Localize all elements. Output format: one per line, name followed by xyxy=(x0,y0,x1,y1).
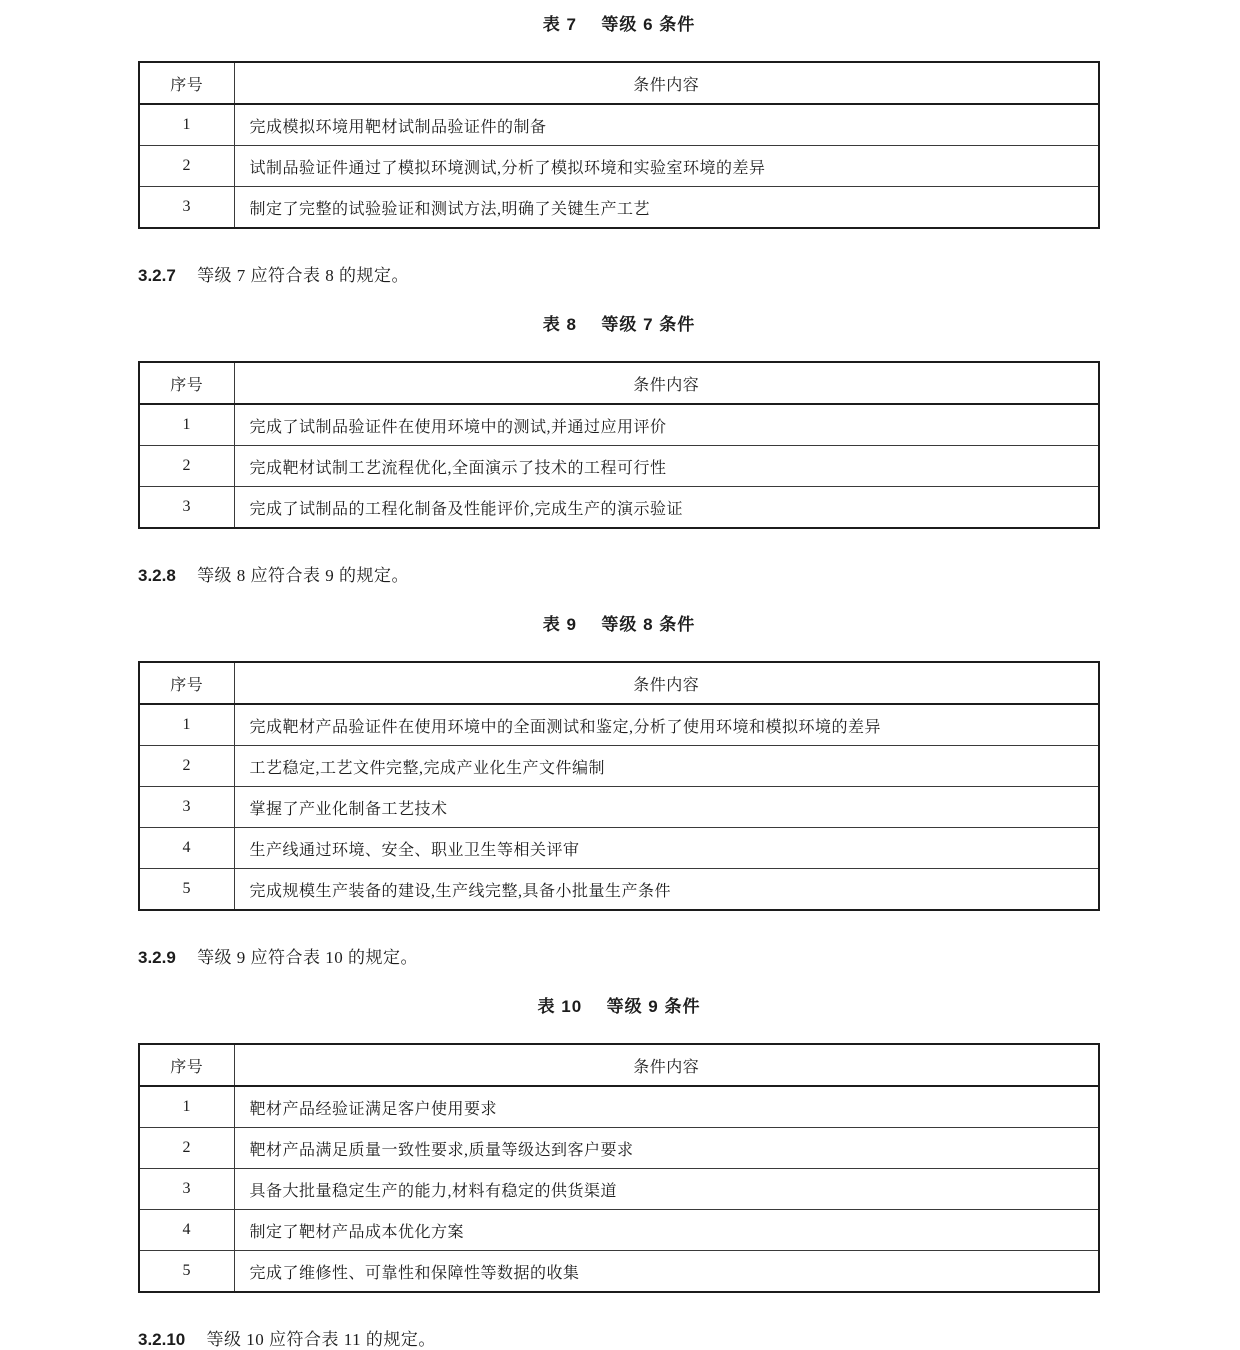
table-row xyxy=(139,704,1099,746)
table-7-header-no: 序号 xyxy=(139,62,234,104)
row-content-cell: 工艺稳定,工艺文件完整,完成产业化生产文件编制 xyxy=(234,746,1099,787)
row-number-cell: 2 xyxy=(139,446,234,487)
table-row xyxy=(139,828,1099,869)
clause-number: 3.2.8 xyxy=(138,566,176,585)
table-10-caption-label: 表 10 xyxy=(537,997,583,1016)
table-8-header-no: 序号 xyxy=(139,362,234,404)
row-number-cell: 3 xyxy=(139,787,234,828)
clause-text: 等级 10 应符合表 11 的规定。 xyxy=(206,1330,436,1349)
row-number-cell: 1 xyxy=(139,1086,234,1128)
table-10-header-content: 条件内容 xyxy=(234,1044,1099,1086)
row-number-cell: 1 xyxy=(139,404,234,446)
table-row xyxy=(139,787,1099,828)
table-row xyxy=(139,1086,1099,1128)
row-content-cell: 试制品验证件通过了模拟环境测试,分析了模拟环境和实验室环境的差异 xyxy=(234,146,1099,187)
document-page xyxy=(138,0,1100,1350)
table-9-caption xyxy=(138,610,1100,635)
row-content-cell: 完成了试制品验证件在使用环境中的测试,并通过应用评价 xyxy=(234,404,1099,446)
row-number-cell: 3 xyxy=(139,487,234,529)
table-row xyxy=(139,404,1099,446)
clause-3-2-10 xyxy=(138,1325,1100,1350)
table-9-header-no: 序号 xyxy=(139,662,234,704)
table-row xyxy=(139,1251,1099,1293)
row-content-cell: 完成规模生产装备的建设,生产线完整,具备小批量生产条件 xyxy=(234,869,1099,911)
row-number-cell: 2 xyxy=(139,146,234,187)
row-content-cell: 完成了试制品的工程化制备及性能评价,完成生产的演示验证 xyxy=(234,487,1099,529)
table-10 xyxy=(138,1043,1100,1293)
table-7-section xyxy=(138,10,1100,229)
table-8-header-content: 条件内容 xyxy=(234,362,1099,404)
table-8-section xyxy=(138,310,1100,529)
row-content-cell: 靶材产品满足质量一致性要求,质量等级达到客户要求 xyxy=(234,1128,1099,1169)
table-7-header-row xyxy=(139,62,1099,104)
row-number-cell: 2 xyxy=(139,746,234,787)
row-content-cell: 完成模拟环境用靶材试制品验证件的制备 xyxy=(234,104,1099,146)
table-9 xyxy=(138,661,1100,911)
table-row xyxy=(139,104,1099,146)
table-9-header-content: 条件内容 xyxy=(234,662,1099,704)
clause-3-2-8 xyxy=(138,561,1100,586)
row-content-cell: 靶材产品经验证满足客户使用要求 xyxy=(234,1086,1099,1128)
table-7 xyxy=(138,61,1100,229)
row-number-cell: 5 xyxy=(139,1251,234,1293)
clause-text: 等级 7 应符合表 8 的规定。 xyxy=(197,266,410,285)
table-9-section xyxy=(138,610,1100,911)
table-8-caption-label: 表 8 xyxy=(542,315,577,334)
table-row xyxy=(139,869,1099,911)
table-9-header-row xyxy=(139,662,1099,704)
row-number-cell: 5 xyxy=(139,869,234,911)
table-row xyxy=(139,746,1099,787)
table-10-section xyxy=(138,992,1100,1293)
row-content-cell: 完成靶材产品验证件在使用环境中的全面测试和鉴定,分析了使用环境和模拟环境的差异 xyxy=(234,704,1099,746)
row-number-cell: 1 xyxy=(139,704,234,746)
row-content-cell: 掌握了产业化制备工艺技术 xyxy=(234,787,1099,828)
clause-number: 3.2.10 xyxy=(138,1330,186,1349)
table-9-caption-title: 等级 8 条件 xyxy=(601,615,696,634)
table-10-caption xyxy=(138,992,1100,1017)
table-row xyxy=(139,446,1099,487)
row-number-cell: 2 xyxy=(139,1128,234,1169)
table-10-caption-title: 等级 9 条件 xyxy=(606,997,701,1016)
row-content-cell: 制定了完整的试验验证和测试方法,明确了关键生产工艺 xyxy=(234,187,1099,229)
table-8-caption xyxy=(138,310,1100,335)
table-9-caption-label: 表 9 xyxy=(542,615,577,634)
table-8-header-row xyxy=(139,362,1099,404)
table-row xyxy=(139,146,1099,187)
row-number-cell: 4 xyxy=(139,828,234,869)
table-row xyxy=(139,1169,1099,1210)
clause-3-2-7 xyxy=(138,261,1100,286)
row-number-cell: 3 xyxy=(139,187,234,229)
table-row xyxy=(139,1128,1099,1169)
row-number-cell: 4 xyxy=(139,1210,234,1251)
clause-text: 等级 9 应符合表 10 的规定。 xyxy=(197,948,419,967)
row-content-cell: 具备大批量稳定生产的能力,材料有稳定的供货渠道 xyxy=(234,1169,1099,1210)
table-row xyxy=(139,1210,1099,1251)
row-content-cell: 制定了靶材产品成本优化方案 xyxy=(234,1210,1099,1251)
table-7-caption-title: 等级 6 条件 xyxy=(601,15,696,34)
clause-number: 3.2.9 xyxy=(138,948,176,967)
clause-3-2-9 xyxy=(138,943,1100,968)
clause-text: 等级 8 应符合表 9 的规定。 xyxy=(197,566,410,585)
row-content-cell: 完成靶材试制工艺流程优化,全面演示了技术的工程可行性 xyxy=(234,446,1099,487)
clause-number: 3.2.7 xyxy=(138,266,176,285)
row-content-cell: 生产线通过环境、安全、职业卫生等相关评审 xyxy=(234,828,1099,869)
row-content-cell: 完成了维修性、可靠性和保障性等数据的收集 xyxy=(234,1251,1099,1293)
table-8-caption-title: 等级 7 条件 xyxy=(601,315,696,334)
table-row xyxy=(139,487,1099,529)
table-10-header-no: 序号 xyxy=(139,1044,234,1086)
table-7-caption-label: 表 7 xyxy=(542,15,577,34)
table-7-caption xyxy=(138,10,1100,35)
table-7-header-content: 条件内容 xyxy=(234,62,1099,104)
table-8 xyxy=(138,361,1100,529)
row-number-cell: 3 xyxy=(139,1169,234,1210)
row-number-cell: 1 xyxy=(139,104,234,146)
table-10-header-row xyxy=(139,1044,1099,1086)
table-row xyxy=(139,187,1099,229)
